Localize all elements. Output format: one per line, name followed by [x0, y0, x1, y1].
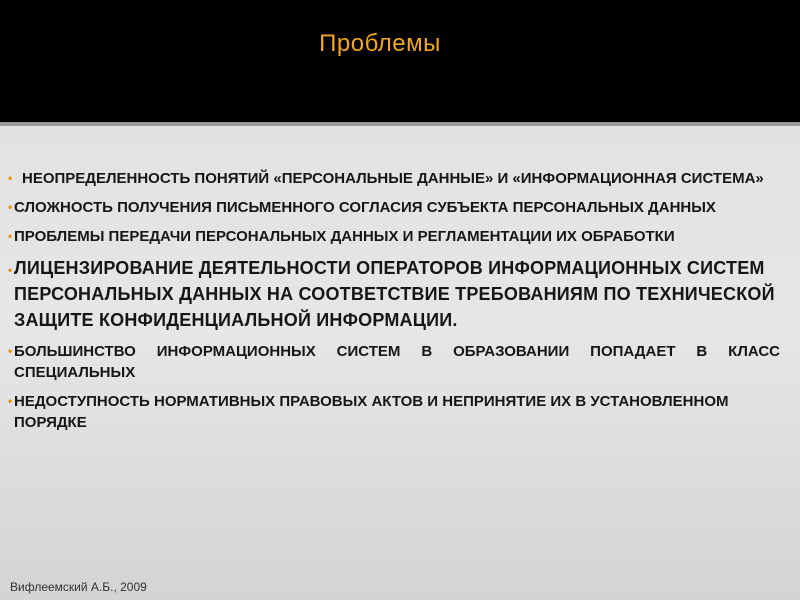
footer-author: Вифлеемский А.Б., 2009 [10, 580, 147, 594]
bullet-icon: • [8, 171, 13, 185]
list-item-text: СЛОЖНОСТЬ ПОЛУЧЕНИЯ ПИСЬМЕННОГО СОГЛАСИЯ СУБЪЕКТА ПЕРСОНАЛЬНЫХ ДАННЫХ [14, 199, 716, 216]
list-item [8, 226, 780, 247]
list-item-text: ЛИЦЕНЗИРОВАНИЕ ДЕЯТЕЛЬНОСТИ ОПЕРАТОРОВ ИНФОРМАЦИОННЫХ СИСТЕМ ПЕРСОНАЛЬНЫХ ДАННЫХ НА СООТВЕТСТВИЕ ТРЕБОВАНИЯМ ПО ТЕХНИЧЕСКОЙ ЗАЩИТЕ КОНФИДЕНЦИАЛЬНОЙ ИНФОРМАЦИИ. [14, 258, 775, 330]
title-band [0, 0, 800, 126]
bullet-icon: • [8, 394, 13, 408]
bullet-list [8, 168, 780, 441]
slide-title: Проблемы [319, 30, 441, 57]
list-item [8, 197, 780, 218]
list-item [8, 391, 780, 433]
list-item-text: ПРОБЛЕМЫ ПЕРЕДАЧИ ПЕРСОНАЛЬНЫХ ДАННЫХ И РЕГЛАМЕНТАЦИИ ИХ ОБРАБОТКИ [14, 228, 675, 245]
bullet-icon: • [8, 344, 13, 358]
list-item [8, 341, 780, 383]
list-item [8, 255, 780, 333]
list-item [8, 168, 780, 189]
bullet-icon: • [8, 263, 13, 277]
list-item-text: БОЛЬШИНСТВО ИНФОРМАЦИОННЫХ СИСТЕМ В ОБРАЗОВАНИИ ПОПАДАЕТ В КЛАСС СПЕЦИАЛЬНЫХ [14, 343, 780, 381]
list-item-text: НЕДОСТУПНОСТЬ НОРМАТИВНЫХ ПРАВОВЫХ АКТОВ И НЕПРИНЯТИЕ ИХ В УСТАНОВЛЕННОМ ПОРЯДКЕ [14, 393, 729, 431]
bullet-icon: • [8, 229, 13, 243]
list-item-text: НЕОПРЕДЕЛЕННОСТЬ ПОНЯТИЙ «ПЕРСОНАЛЬНЫЕ ДАННЫЕ» И «ИНФОРМАЦИОННАЯ СИСТЕМА» [22, 170, 764, 187]
bullet-icon: • [8, 200, 13, 214]
